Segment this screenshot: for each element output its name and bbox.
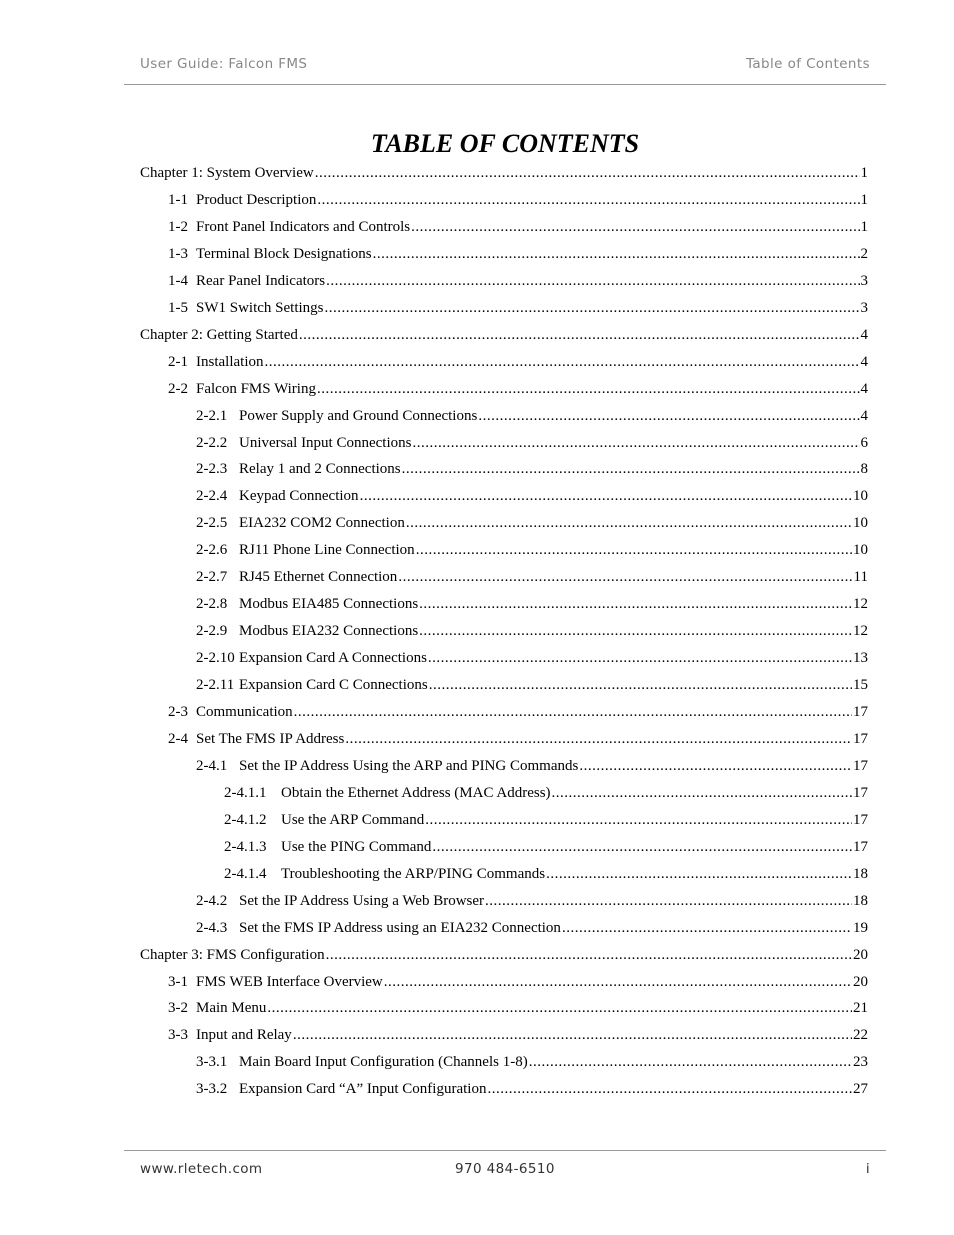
toc-entry-page: 19 xyxy=(853,919,868,936)
toc-entry-number: 3-3.2 xyxy=(196,1081,228,1098)
toc-entry-page: 20 xyxy=(853,973,868,990)
toc-leader-dots xyxy=(485,891,852,911)
toc-entry-title: Modbus EIA232 Connections xyxy=(239,623,419,640)
toc-entry[interactable] xyxy=(224,864,868,884)
toc-leader-dots xyxy=(325,298,860,318)
toc-leader-dots xyxy=(412,433,859,453)
toc-entry-title: Main Menu xyxy=(196,1000,267,1017)
toc-entry-number: 3-2 xyxy=(168,1000,188,1017)
toc-entry-number: 3-3.1 xyxy=(196,1054,228,1071)
toc-entry-number: 2-2.6 xyxy=(196,542,228,559)
toc-entry-page: 27 xyxy=(853,1081,868,1098)
toc-leader-dots xyxy=(411,217,859,237)
toc-leader-dots xyxy=(552,783,852,803)
toc-entry-page: 4 xyxy=(860,380,868,397)
toc-entry[interactable] xyxy=(168,352,868,372)
toc-entry-title: Product Description xyxy=(196,191,317,208)
toc-entry-number: 2-2.9 xyxy=(196,623,228,640)
page-title: TABLE OF CONTENTS xyxy=(370,129,640,158)
toc-entry[interactable] xyxy=(224,783,868,803)
footer-phone: 970 484-6510 xyxy=(455,1161,555,1177)
toc-entry-page: 4 xyxy=(860,353,868,370)
toc-entry-title: Set the IP Address Using the ARP and PING Commands xyxy=(239,757,579,774)
toc-entry[interactable] xyxy=(140,945,868,965)
toc-entry-number: 2-2 xyxy=(168,380,188,397)
toc-entry-title: Expansion Card “A” Input Configuration xyxy=(239,1081,487,1098)
toc-entry-page: 21 xyxy=(853,1000,868,1017)
toc-entry-page: 1 xyxy=(860,165,868,181)
toc-entry[interactable] xyxy=(196,675,868,695)
toc-entry-title: Set the IP Address Using a Web Browser xyxy=(239,892,485,909)
toc-entry-title: Obtain the Ethernet Address (MAC Address) xyxy=(281,784,551,801)
toc-entry-page: 4 xyxy=(860,407,868,424)
toc-entry-page: 18 xyxy=(853,892,868,909)
toc-leader-dots xyxy=(293,1025,852,1045)
toc-entry[interactable] xyxy=(168,972,868,992)
toc-entry[interactable] xyxy=(196,918,868,938)
toc-entry-page: 12 xyxy=(853,596,868,613)
toc-entry-page: 2 xyxy=(860,245,868,262)
toc-entry[interactable] xyxy=(196,621,868,641)
toc-entry-title: Installation xyxy=(196,353,264,370)
toc-entry-title: Terminal Block Designations xyxy=(196,245,372,262)
toc-entry-page: 17 xyxy=(853,784,868,801)
toc-leader-dots xyxy=(317,379,860,399)
toc-entry[interactable] xyxy=(168,702,868,722)
toc-entry-page: 1 xyxy=(860,191,868,208)
toc-entry[interactable] xyxy=(168,190,868,210)
toc-entry-page: 17 xyxy=(853,730,868,747)
toc-entry-title: Keypad Connection xyxy=(239,488,359,505)
toc-entry-title: Chapter 1: System Overview xyxy=(140,165,314,181)
toc-entry-number: 2-4.2 xyxy=(196,892,228,909)
toc-entry-number: 2-4.1.3 xyxy=(224,838,267,855)
toc-entry-number: 2-2.11 xyxy=(196,677,235,694)
toc-entry-title: Communication xyxy=(196,704,293,720)
toc-entry-page: 1 xyxy=(860,218,868,235)
toc-entry-page: 10 xyxy=(853,488,868,505)
toc-entry[interactable] xyxy=(196,594,868,614)
toc-leader-dots xyxy=(373,244,860,264)
toc-entry-title: Chapter 2: Getting Started xyxy=(140,326,298,343)
toc-entry[interactable] xyxy=(196,567,868,587)
toc-leader-dots xyxy=(299,325,860,345)
toc-entry-number: 2-4 xyxy=(168,730,188,747)
toc-entry-number: 2-2.2 xyxy=(196,434,228,451)
toc-entry-page: 3 xyxy=(860,272,868,289)
footer-rule xyxy=(124,1150,886,1151)
toc-entry-page: 17 xyxy=(853,838,868,855)
toc-entry[interactable] xyxy=(196,513,868,533)
toc-entry-page: 17 xyxy=(853,757,868,774)
toc-leader-dots xyxy=(406,513,852,533)
toc-entry-page: 13 xyxy=(853,650,868,667)
toc-entry-title: Input and Relay xyxy=(196,1027,292,1044)
toc-entry[interactable] xyxy=(196,1052,868,1072)
toc-entry-title: SW1 Switch Settings xyxy=(196,299,324,316)
toc-entry-number: 3-1 xyxy=(168,973,188,990)
toc-entry-title: Set the FMS IP Address using an EIA232 Connection xyxy=(239,919,561,936)
toc-leader-dots xyxy=(416,540,852,560)
toc-entry-title: Front Panel Indicators and Controls xyxy=(196,218,411,235)
toc-entry-number: 2-4.1.4 xyxy=(224,865,267,882)
header-section-title: Table of Contents xyxy=(745,56,870,72)
toc-leader-dots xyxy=(432,837,852,857)
toc-entry[interactable] xyxy=(168,244,868,264)
toc-entry-page: 3 xyxy=(860,299,868,316)
toc-leader-dots xyxy=(267,998,852,1018)
toc-entry-number: 2-4.1 xyxy=(196,757,228,774)
toc-entry[interactable] xyxy=(196,891,868,911)
toc-entry-number: 2-2.7 xyxy=(196,569,228,586)
toc-entry[interactable] xyxy=(168,729,868,749)
toc-entry-title: Chapter 3: FMS Configuration xyxy=(140,946,325,963)
toc-leader-dots xyxy=(546,864,852,884)
toc-leader-dots xyxy=(384,972,852,992)
toc-entry-title: Main Board Input Configuration (Channels 1-8) xyxy=(239,1054,528,1071)
toc-entry-number: 2-2.4 xyxy=(196,488,228,505)
toc-entry[interactable] xyxy=(196,433,868,453)
toc-entry-title: Troubleshooting the ARP/PING Commands xyxy=(281,865,546,882)
toc-entry-number: 2-4.1.2 xyxy=(224,811,267,828)
toc-leader-dots xyxy=(529,1052,852,1072)
toc-leader-dots xyxy=(429,675,852,695)
toc-entry-title: FMS WEB Interface Overview xyxy=(196,973,383,990)
toc-entry-title: Universal Input Connections xyxy=(239,434,412,451)
toc-entry[interactable] xyxy=(196,648,868,668)
toc-entry[interactable] xyxy=(196,1079,868,1099)
toc-entry-title: EIA232 COM2 Connection xyxy=(239,515,405,532)
toc-entry-number: 2-2.3 xyxy=(196,461,228,478)
toc-leader-dots xyxy=(419,621,852,641)
toc-entry-page: 12 xyxy=(853,623,868,640)
toc-entry[interactable] xyxy=(168,271,868,291)
toc-entry[interactable] xyxy=(196,459,868,479)
toc-entry-page: 8 xyxy=(860,461,868,478)
toc-entry-number: 1-1 xyxy=(168,191,188,208)
toc-entry-page: 11 xyxy=(853,569,868,586)
toc-entry-number: 1-5 xyxy=(168,299,188,316)
toc-entry-page: 4 xyxy=(860,326,868,343)
toc-entry-title: Expansion Card A Connections xyxy=(239,650,427,667)
toc-entry-title: Set The FMS IP Address xyxy=(196,730,345,747)
toc-leader-dots xyxy=(402,459,860,479)
toc-leader-dots xyxy=(487,1079,852,1099)
toc-entry-title: Rear Panel Indicators xyxy=(196,272,326,289)
toc-leader-dots xyxy=(398,567,852,587)
toc-entry-page: 15 xyxy=(853,677,868,694)
toc-leader-dots xyxy=(478,406,859,426)
toc-entry[interactable] xyxy=(168,998,868,1018)
header-rule xyxy=(124,84,886,85)
toc-entry-page: 17 xyxy=(853,811,868,828)
header-doc-title: User Guide: Falcon FMS xyxy=(140,56,308,72)
toc-entry[interactable] xyxy=(196,486,868,506)
toc-leader-dots xyxy=(360,486,852,506)
toc-entry-title: Power Supply and Ground Connections xyxy=(239,407,478,424)
toc-leader-dots xyxy=(345,729,852,749)
toc-leader-dots xyxy=(315,163,860,183)
toc-entry-title: Falcon FMS Wiring xyxy=(196,380,316,397)
toc-entry[interactable] xyxy=(140,325,868,345)
toc-entry-number: 2-1 xyxy=(168,353,188,370)
toc-entry[interactable] xyxy=(168,298,868,318)
toc-leader-dots xyxy=(419,594,852,614)
footer-website: www.rletech.com xyxy=(140,1161,263,1177)
toc-entry-title: Relay 1 and 2 Connections xyxy=(239,461,401,478)
toc-leader-dots xyxy=(562,918,852,938)
toc-entry-page: 10 xyxy=(853,542,868,559)
toc-entry[interactable] xyxy=(196,540,868,560)
toc-entry[interactable] xyxy=(168,217,868,237)
toc-entry-title: Use the ARP Command xyxy=(281,811,425,828)
toc-entry[interactable] xyxy=(196,756,868,776)
toc-entry[interactable] xyxy=(224,837,868,857)
toc-leader-dots xyxy=(294,702,852,722)
toc-leader-dots xyxy=(326,271,859,291)
toc-entry-number: 3-3 xyxy=(168,1027,188,1044)
toc-entry[interactable] xyxy=(168,1025,868,1045)
toc-entry-page: 23 xyxy=(853,1054,868,1071)
toc-entry[interactable] xyxy=(224,810,868,830)
toc-entry[interactable] xyxy=(168,379,868,399)
toc-leader-dots xyxy=(326,945,852,965)
toc-entry-number: 1-3 xyxy=(168,245,188,262)
toc-entry-title: RJ11 Phone Line Connection xyxy=(239,542,415,559)
toc-entry-title: Modbus EIA485 Connections xyxy=(239,596,419,613)
toc-entry-page: 10 xyxy=(853,515,868,532)
toc-leader-dots xyxy=(428,648,852,668)
toc-entry-title: RJ45 Ethernet Connection xyxy=(239,569,398,586)
toc-entry-number: 1-2 xyxy=(168,218,188,235)
toc-leader-dots xyxy=(317,190,859,210)
toc-leader-dots xyxy=(579,756,852,776)
toc-entry-page: 18 xyxy=(853,865,868,882)
toc-leader-dots xyxy=(425,810,852,830)
toc-entry[interactable] xyxy=(196,406,868,426)
footer-page-number: i xyxy=(865,1161,870,1177)
toc-entry-page: 20 xyxy=(853,946,868,963)
toc-entry-page: 6 xyxy=(860,434,868,451)
toc-entry-number: 2-4.1.1 xyxy=(224,784,267,801)
toc-entry-number: 2-2.5 xyxy=(196,515,228,532)
toc-entry-number: 2-2.8 xyxy=(196,596,228,613)
toc-entry-title: Expansion Card C Connections xyxy=(239,677,428,694)
toc-entry-page: 17 xyxy=(853,704,868,720)
toc-entry[interactable] xyxy=(140,163,868,183)
toc-entry-title: Use the PING Command xyxy=(281,838,432,855)
toc-leader-dots xyxy=(265,352,860,372)
toc-entry-number: 1-4 xyxy=(168,272,188,289)
toc-entry-number: 2-2.1 xyxy=(196,407,228,424)
toc-entry-number: 2-3 xyxy=(168,704,188,720)
toc-entry-page: 22 xyxy=(853,1027,868,1044)
toc-entry-number: 2-4.3 xyxy=(196,919,228,936)
toc-entry-number: 2-2.10 xyxy=(196,650,235,667)
